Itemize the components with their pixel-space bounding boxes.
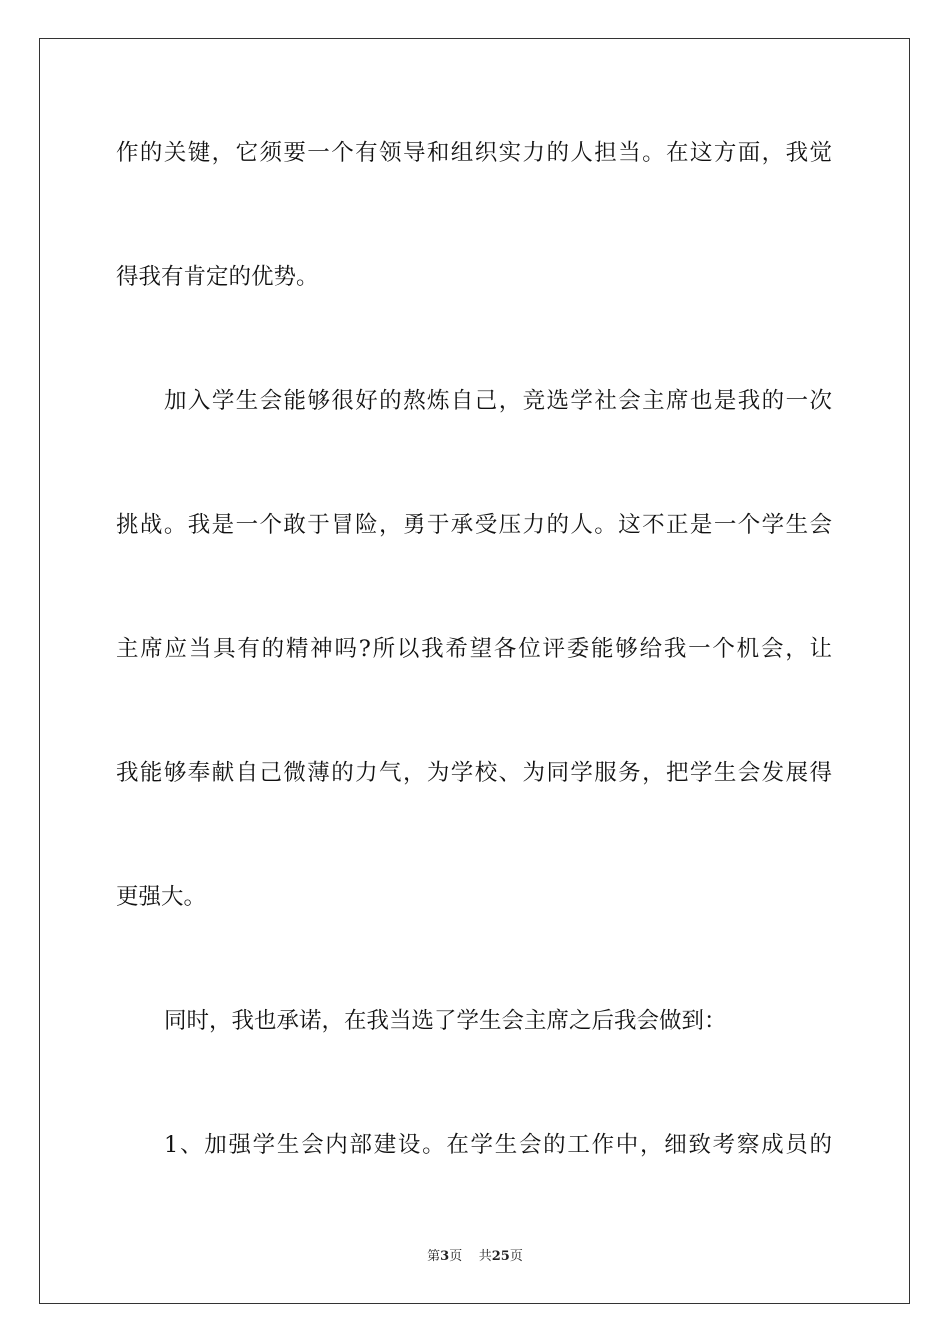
footer-total-suffix: 页 (509, 1249, 523, 1264)
text-line: 更强大。 (116, 884, 207, 910)
text-line: 主席应当具有的精神吗?所以我希望各位评委能够给我一个机会，让 (116, 636, 832, 662)
text-line: 挑战。我是一个敢于冒险，勇于承受压力的人。这不正是一个学生会 (116, 512, 832, 538)
paragraph-first-line: 加入学生会能够很好的熬炼自己，竞选学社会主席也是我的一次 (164, 388, 832, 414)
page-footer (0, 1248, 950, 1266)
text-line: 我能够奉献自己微薄的力气，为学校、为同学服务，把学生会发展得 (116, 760, 832, 786)
footer-page-suffix: 页 (449, 1249, 463, 1264)
footer-total-pages: 25 (491, 1249, 510, 1264)
list-item-line: 1、加强学生会内部建设。在学生会的工作中，细致考察成员的 (164, 1132, 832, 1158)
footer-total-prefix: 共 (478, 1249, 492, 1264)
page-frame (39, 38, 910, 1304)
text-line: 作的关键，它须要一个有领导和组织实力的人担当。在这方面，我觉 (116, 140, 832, 166)
footer-page-number: 3 (440, 1249, 450, 1264)
text-line: 得我有肯定的优势。 (116, 264, 319, 290)
paragraph-first-line: 同时，我也承诺，在我当选了学生会主席之后我会做到： (164, 1008, 727, 1034)
footer-page-prefix: 第 (427, 1249, 441, 1264)
